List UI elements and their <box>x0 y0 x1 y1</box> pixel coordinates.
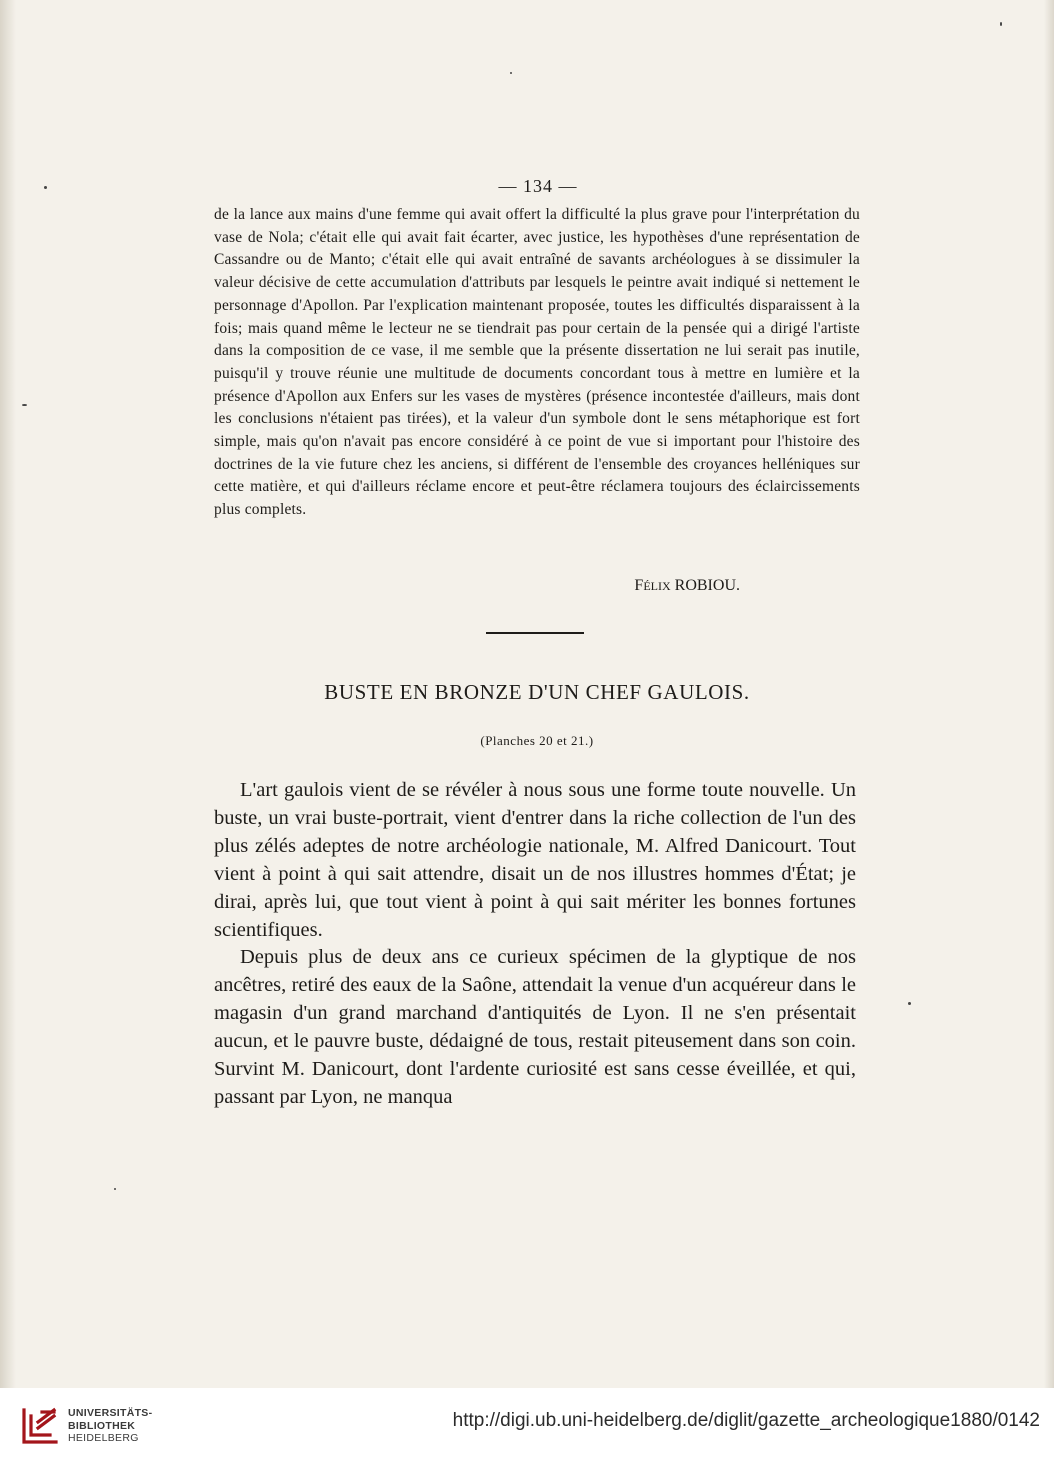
university-library-logo-icon <box>18 1406 60 1448</box>
article-title: BUSTE EN BRONZE D'UN CHEF GAULOIS. <box>324 680 750 704</box>
author-signature <box>560 577 740 595</box>
article-body <box>214 777 856 1112</box>
library-name-line-1: UNIVERSITÄTS- <box>68 1407 153 1419</box>
article-paragraph-1: L'art gaulois vient de se révéler à nous sous une forme toute nouvelle. Un buste, un vrai buste-portrait, vient d'entrer dans la riche collection de l'un des plus zélés adeptes de notre archéologie nationale, M. Alfred Danicourt. Tout vient à point à qui sait attendre, disait un de nos illustres hommes d'État; je dirai, après lui, que tout vient à point à qui sait mériter les bonnes fortunes scientifiques. <box>214 779 856 941</box>
library-name <box>68 1407 152 1445</box>
scan-speck <box>510 72 512 74</box>
scan-speck <box>1000 22 1002 26</box>
source-url-link[interactable]: http://digi.ub.uni-heidelberg.de/diglit/gazette_archeologique1880/0142 <box>452 1410 1040 1431</box>
continuation-paragraph: de la lance aux mains d'une femme qui avait offert la difficulté la plus grave pour l'interprétation du vase de Nola; c'était elle qui avait fait écarter, avec justice, les hypothèses d'une représentation de Cassandre ou de Manto; c'était elle qui avait entraîné de savants archéologues à se dissimuler la valeur décisive de cette accumulation d'attributs par lesquels le peintre avait indiqué si nettement le personnage d'Apollon. Par l'explication maintenant proposée, toutes les difficultés disparaissent à la fois; mais quand même le lecteur ne se tiendrait pas pour certain de la pensée qui a dirigé l'artiste dans la composition de ce vase, il me semble que la présente dissertation ne lui serait pas inutile, puisqu'il y trouve réunie une multitude de documents concordant tous à mettre en lumière et la présence d'Apollon aux Enfers sur les vases de mystères (présence incontestée d'ailleurs, mais dont les conclusions n'étaient pas tirées), et la valeur d'un symbole dont le sens métaphorique est fort simple, mais qu'on n'avait pas encore considéré à ce point de vue si important pour l'histoire des doctrines de la vie future chez les anciens, si différent de l'ensemble des croyances helléniques sur cette matière, et qui d'ailleurs réclame encore et peut-être réclamera toujours des éclaircissements plus complets. <box>214 206 860 519</box>
library-name-line-3: HEIDELBERG <box>68 1432 139 1444</box>
continuation-paragraph-block <box>214 204 860 522</box>
scan-speck <box>114 1188 116 1190</box>
scan-speck <box>44 186 47 189</box>
plates-reference: (Planches 20 et 21.) <box>480 733 594 748</box>
scan-speck <box>22 404 27 406</box>
signature-last-name: ROBIOU. <box>674 577 740 594</box>
signature-first-initial: F <box>634 577 644 594</box>
signature-first-name-rest: ÉLIX <box>643 579 671 593</box>
article-paragraph-2: Depuis plus de deux ans ce curieux spécimen de la glyptique de nos ancêtres, retiré des eaux de la Saône, attendait la venue d'un acquéreur dans le magasin d'un grand marchand d'antiquités de Lyon. Il ne s'en présentait aucun, et le pauvre buste, dédaigné de tous, restait piteusement dans son coin. Survint M. Danicourt, dont l'ardente curiosité est sans cesse éveillée, et qui, passant par Lyon, ne manqua <box>214 946 856 1108</box>
library-name-line-2: BIBLIOTHEK <box>68 1419 136 1432</box>
page-number: — 134 — <box>498 176 578 196</box>
footer-bar <box>0 1388 1054 1462</box>
section-separator-rule <box>486 632 584 634</box>
scan-speck <box>908 1002 911 1005</box>
